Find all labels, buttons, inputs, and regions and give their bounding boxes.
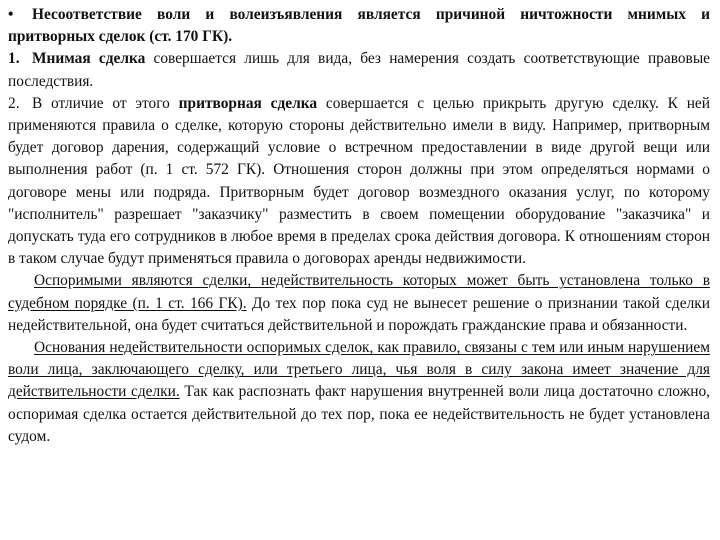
- voidable-definition-underlined: Оспоримыми являются сделки, недействительность которых может быть установлена только в судебном порядке (п. 1 ст. 166 ГК).: [8, 272, 710, 312]
- item-1-text: совершается лишь для вида, без намерения создать соответствующие правовые последствия.: [8, 50, 710, 90]
- item-2-lead: В отличие от этого: [32, 94, 179, 112]
- paragraph-voidable-grounds: [8, 337, 710, 448]
- item-1-paragraph: [8, 48, 710, 92]
- voidable-grounds-underlined: Основания недействительности оспоримых сделок, как правило, связаны с тем или иным нарушением воли лица, заключающего сделку, или третьего лица, чья воля в силу закона имеет значение для действительности сделки.: [8, 339, 710, 401]
- voidable-definition-text: До тех пор пока суд не вынесет решение о признании такой сделки недействительной, она будет считаться действительной и порождать гражданские права и обязанности.: [8, 294, 710, 334]
- heading-text: Несоответствие воли и волеизъявления является причиной ничтожности мнимых и притворных сделок (ст. 170 ГК).: [8, 6, 710, 46]
- item-1-term: Мнимая сделка: [32, 50, 146, 68]
- bullet-icon: •: [8, 6, 14, 23]
- item-2-paragraph: [8, 93, 710, 271]
- voidable-grounds-text: Так как распознать факт нарушения внутренней воли лица достаточно сложно, оспоримая сделка остается действительной до тех пор, пока ее недействительность не будет установлена судом.: [8, 383, 710, 445]
- heading-paragraph: [8, 4, 710, 48]
- item-2-text: совершается с целью прикрыть другую сделку. К ней применяются правила о сделке, которую стороны действительно имели в виду. Например, притворным будет договор дарения, содержащий условие о встречном предоставлении в виде другой вещи или выполнения работ (п. 1 ст. 572 ГК). Отношения сторон должны при этом определяться нормами о договоре мены или подряда. Притворным будет договор возмездного оказания услуг, по которому "исполнитель" разрешает "заказчику" разместить в своем помещении оборудование "заказчика" и допускать туда его сотрудников в любое время в пределах срока действия договора. К отношениям сторон в таком случае будут применяться правила о договорах аренды недвижимости.: [8, 94, 711, 268]
- item-1-number: 1.: [8, 50, 20, 68]
- paragraph-voidable-definition: [8, 270, 710, 337]
- item-2-number: 2.: [8, 94, 20, 112]
- item-2-term: притворная сделка: [178, 94, 318, 112]
